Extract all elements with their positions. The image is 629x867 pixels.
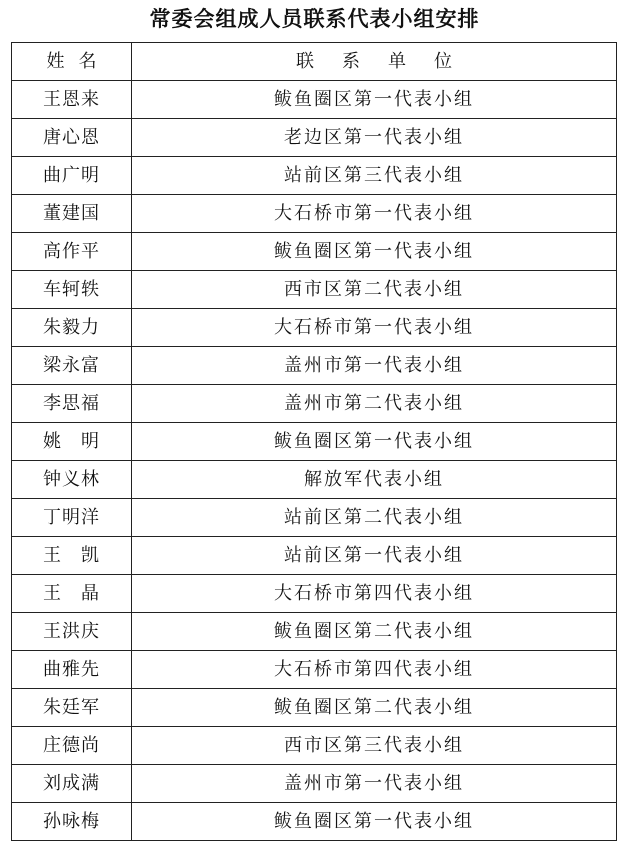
table-row [12, 803, 617, 841]
table-row [12, 157, 617, 195]
member-name: 孙咏梅 [12, 803, 132, 841]
contact-unit: 鲅鱼圈区第一代表小组 [132, 803, 617, 841]
contact-unit: 西市区第三代表小组 [132, 727, 617, 765]
member-name: 钟义林 [12, 461, 132, 499]
table-header-row [12, 43, 617, 81]
table-row [12, 613, 617, 651]
contact-unit: 大石桥市第四代表小组 [132, 575, 617, 613]
contact-unit: 盖州市第一代表小组 [132, 347, 617, 385]
table-body [12, 81, 617, 841]
member-name: 董建国 [12, 195, 132, 233]
member-name: 姚 明 [12, 423, 132, 461]
contact-unit: 老边区第一代表小组 [132, 119, 617, 157]
table-row [12, 499, 617, 537]
contact-unit: 鲅鱼圈区第二代表小组 [132, 689, 617, 727]
contact-unit: 解放军代表小组 [132, 461, 617, 499]
table-row [12, 195, 617, 233]
table-row [12, 233, 617, 271]
table-row [12, 119, 617, 157]
page-title: 常委会组成人员联系代表小组安排 [149, 6, 480, 31]
table-row [12, 271, 617, 309]
member-name: 朱毅力 [12, 309, 132, 347]
contact-unit: 鲅鱼圈区第一代表小组 [132, 81, 617, 119]
table-row [12, 575, 617, 613]
member-name: 王恩来 [12, 81, 132, 119]
contact-unit: 大石桥市第四代表小组 [132, 651, 617, 689]
table-row [12, 81, 617, 119]
contact-unit: 盖州市第一代表小组 [132, 765, 617, 803]
table-row [12, 651, 617, 689]
table-row [12, 727, 617, 765]
contact-unit: 鲅鱼圈区第一代表小组 [132, 233, 617, 271]
member-name: 王 晶 [12, 575, 132, 613]
table-row [12, 347, 617, 385]
contact-unit: 鲅鱼圈区第一代表小组 [132, 423, 617, 461]
contact-unit: 站前区第三代表小组 [132, 157, 617, 195]
contact-unit: 大石桥市第一代表小组 [132, 195, 617, 233]
member-name: 高作平 [12, 233, 132, 271]
member-name: 梁永富 [12, 347, 132, 385]
member-name: 丁明洋 [12, 499, 132, 537]
member-name: 王洪庆 [12, 613, 132, 651]
member-name: 李思福 [12, 385, 132, 423]
contact-table [11, 42, 617, 841]
contact-unit: 站前区第一代表小组 [132, 537, 617, 575]
member-name: 王 凯 [12, 537, 132, 575]
member-name: 曲广明 [12, 157, 132, 195]
member-name: 庄德尚 [12, 727, 132, 765]
contact-unit: 大石桥市第一代表小组 [132, 309, 617, 347]
member-name: 朱廷军 [12, 689, 132, 727]
contact-unit: 站前区第二代表小组 [132, 499, 617, 537]
header-contact-unit: 联系单位 [132, 43, 617, 81]
table-row [12, 689, 617, 727]
member-name: 刘成满 [12, 765, 132, 803]
table-row [12, 537, 617, 575]
member-name: 车轲轶 [12, 271, 132, 309]
table-row [12, 765, 617, 803]
contact-unit: 盖州市第二代表小组 [132, 385, 617, 423]
member-name: 曲雅先 [12, 651, 132, 689]
table-row [12, 309, 617, 347]
member-name: 唐心恩 [12, 119, 132, 157]
table-row [12, 423, 617, 461]
table-row [12, 385, 617, 423]
contact-unit: 西市区第二代表小组 [132, 271, 617, 309]
header-name: 姓名 [12, 43, 132, 81]
table-row [12, 461, 617, 499]
contact-unit: 鲅鱼圈区第二代表小组 [132, 613, 617, 651]
